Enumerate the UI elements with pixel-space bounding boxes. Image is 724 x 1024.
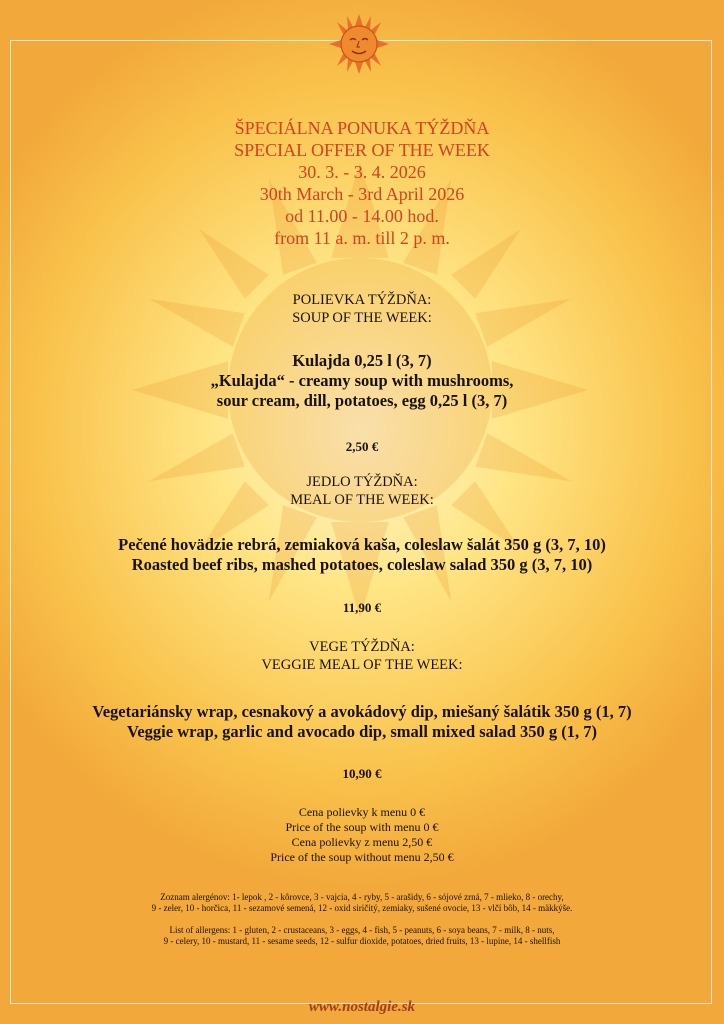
- meal-name-sk: Pečené hovädzie rebrá, zemiaková kaša, coleslaw šalát 350 g (3, 7, 10): [118, 535, 606, 554]
- offer-title-sk: ŠPECIÁLNA PONUKA TÝŽDŇA: [234, 118, 490, 138]
- allergens-en-line-1: List of allergens: 1 - gluten, 2 - crustaceans, 3 - eggs, 4 - fish, 5 - peanuts, 6 - soya beans, 7 - milk, 8 - nuts,: [169, 925, 555, 935]
- meal-title-sk: JEDLO TÝŽDŇA:: [306, 474, 418, 490]
- soup-price-note-3: Cena polievky z menu 2,50 €: [291, 835, 433, 849]
- soup-title-sk: POLIEVKA TÝŽDŇA:: [292, 292, 432, 308]
- offer-title-en: SPECIAL OFFER OF THE WEEK: [234, 140, 490, 160]
- vege-title-sk: VEGE TÝŽDŇA:: [309, 639, 415, 655]
- vege-price: 10,90 €: [342, 766, 382, 781]
- soup-name-en-2: sour cream, dill, potatoes, egg 0,25 l (3, 7): [216, 391, 508, 410]
- vege-name-sk: Vegetariánsky wrap, cesnakový a avokádový dip, miešaný šalátik 350 g (1, 7): [92, 702, 632, 721]
- soup-title-en: SOUP OF THE WEEK:: [292, 310, 432, 326]
- footer-website-link[interactable]: www.nostalgie.sk: [308, 999, 416, 1015]
- soup-price: 2,50 €: [345, 439, 379, 454]
- offer-dates-en: 30th March - 3rd April 2026: [259, 184, 465, 204]
- meal-name-en: Roasted beef ribs, mashed potatoes, coleslaw salad 350 g (3, 7, 10): [131, 555, 593, 574]
- allergens-en: [0, 925, 724, 947]
- vege-dish: [0, 702, 724, 742]
- offer-hours-en: from 11 a. m. till 2 p. m.: [274, 228, 450, 248]
- soup-price-notes: [0, 805, 724, 865]
- meal-price: 11,90 €: [342, 600, 382, 615]
- vege-name-en: Veggie wrap, garlic and avocado dip, small mixed salad 350 g (1, 7): [126, 722, 598, 741]
- offer-hours-sk: od 11.00 - 14.00 hod.: [285, 206, 439, 226]
- allergens-sk: [0, 892, 724, 914]
- allergens-en-line-2: 9 - celery, 10 - mustard, 11 - sesame seeds, 12 - sulfur dioxide, potatoes, dried fruits, 13 - lupine, 14 - shellfish: [163, 936, 561, 946]
- soup-dish: [0, 351, 724, 411]
- soup-price-note-4: Price of the soup without menu 2,50 €: [270, 850, 454, 864]
- vege-title-en: VEGGIE MEAL OF THE WEEK:: [261, 657, 463, 673]
- soup-price-note-1: Cena polievky k menu 0 €: [298, 805, 426, 819]
- soup-name-en-1: „Kulajda“ - creamy soup with mushrooms,: [210, 371, 514, 390]
- meal-section-title: [0, 473, 724, 509]
- meal-dish: [0, 535, 724, 575]
- vege-section-title: [0, 638, 724, 674]
- soup-price-note-2: Price of the soup with menu 0 €: [285, 820, 439, 834]
- sun-face-icon: [323, 14, 395, 74]
- offer-header: [0, 117, 724, 249]
- offer-dates-sk: 30. 3. - 3. 4. 2026: [298, 162, 426, 182]
- soup-name-sk: Kulajda 0,25 l (3, 7): [292, 351, 432, 370]
- allergens-sk-line-2: 9 - zeler, 10 - horčica, 11 - sezamové semená, 12 - oxid siričitý, zemiaky, sušené ovocie, 13 - vlčí bôb, 14 - mäkkýše.: [151, 903, 573, 913]
- meal-title-en: MEAL OF THE WEEK:: [290, 492, 434, 508]
- allergens-sk-line-1: Zoznam alergénov: 1- lepok , 2 - kôrovce, 3 - vajcia, 4 - ryby, 5 - arašidy, 6 - sójové zrná, 7 - mlieko, 8 - orechy,: [160, 892, 564, 902]
- soup-section-title: [0, 291, 724, 327]
